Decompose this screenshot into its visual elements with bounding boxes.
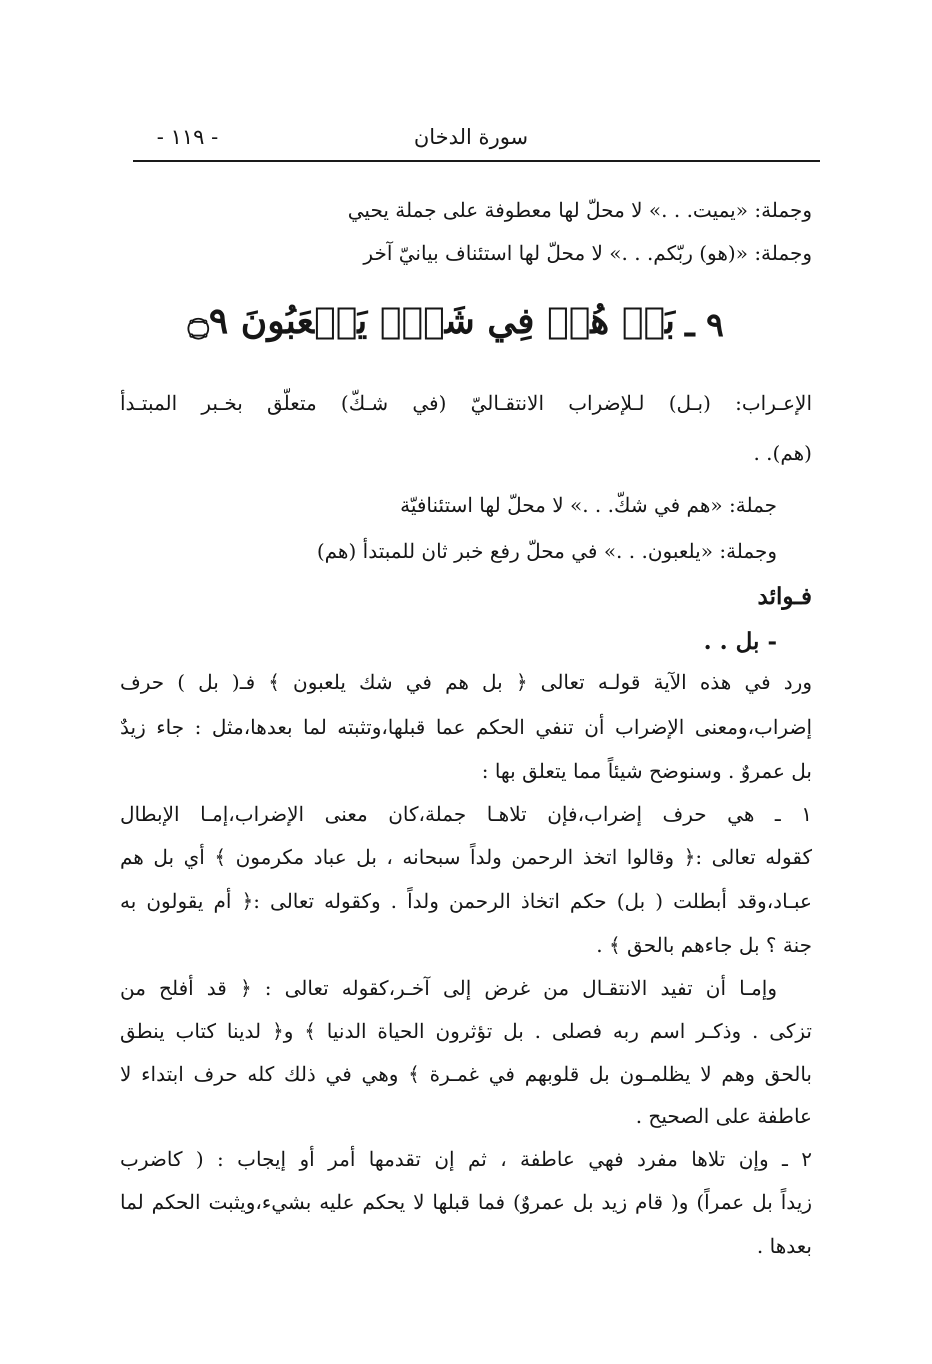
parsing-line-2: وجملة: «(هو) ربّكم. . .» لا محلّ لها استئناف بيانيّ آخر (363, 241, 812, 265)
parsing-line-1: وجملة: «يميت. . .» لا محلّ لها معطوفة على جملة يحيي (347, 198, 812, 222)
sentence-line-1: جملة: «هم في شكّ. . .» لا محلّ لها استئنافيّة (400, 493, 777, 517)
irab-line-1: الإعـراب: (بـل) لـلإضراب الانتقـاليّ (في شـكّ) متعلّق بخـبر المبتـدأ (120, 391, 812, 415)
body-line-11: عاطفة على الصحيح . (635, 1104, 812, 1128)
fawaid-heading: فـوائد (757, 583, 812, 610)
bal-subheading: - بل . . (703, 628, 777, 655)
body-line-12: ٢ ـ وإن تلاها مفرد فهي عاطفة ، ثم إن تقدمها أمر أو إيجاب : ( كاضرب (120, 1147, 812, 1171)
body-line-9: تزكى . وذكـر اسم ربه فصلى . بل تؤثرون الحياة الدنيا ﴾ و﴿ لدينا كتاب ينطق (120, 1019, 812, 1043)
surah-title: سورة الدخان (413, 125, 529, 149)
body-line-14: بعدها . (756, 1234, 812, 1258)
body-line-8: وإمـا أن تفيد الانتقـال من غرض إلى آخـر،كقوله تعالى : ﴿ قد أفلح من (120, 976, 777, 1000)
body-line-10: بالحق وهم لا يظلمـون بل قلوبهم في غمـرة ﴾ وهي في ذلك كله حرف ابتداء لا (120, 1062, 812, 1086)
header-rule (133, 160, 820, 162)
body-line-3: بل عمروٌ . وسنوضح شيئاً مما يتعلق بها : (481, 759, 812, 783)
sentence-line-2: وجملة: «يلعبون. . .» في محلّ رفع خبر ثان للمبتدأ (هم) (316, 539, 777, 563)
quran-verse: بَلۡ هُمۡ فِي شَكّٖ يَلۡعَبُونَ ۝٩ (187, 300, 675, 342)
verse-number: ٩ ـ (685, 305, 724, 344)
body-line-4: ١ ـ هي حرف إضراب،فإن تلاهـا جملة،كان معنى الإضراب،إمـا الإبطال (120, 802, 812, 826)
page-number: - ١١٩ - (156, 125, 219, 149)
body-line-5: كقوله تعالى :﴿ وقالوا اتخذ الرحمن ولداً سبحانه ، بل عباد مكرمون ﴾ أي بل هم (120, 845, 812, 869)
irab-line-2: (هم). . (753, 441, 812, 465)
body-line-1: ورد في هذه الآية قولـه تعالى ﴿ بل هم في شك يلعبون ﴾ فـ( بل ) حرف (120, 670, 812, 694)
body-line-2: إضراب،ومعنى الإضراب أن تنفي الحكم عما قبلها،وتثبته لما بعدها،مثل : جاء زيدٌ (120, 715, 812, 739)
body-line-7: جنة ؟ بل جاءهم بالحق ﴾ . (596, 933, 812, 957)
body-line-6: عبـاد،وقد أبطلت ( بل) حكم اتخاذ الرحمن ولداً . وكقوله تعالى :﴿ أم يقولون به (120, 889, 812, 913)
body-line-13: زيداً بل عمراً) و( قام زيد بل عمروٌ) فما قبلها لا يحكم عليه بشيء،ويثبت الحكم لما (120, 1190, 812, 1214)
